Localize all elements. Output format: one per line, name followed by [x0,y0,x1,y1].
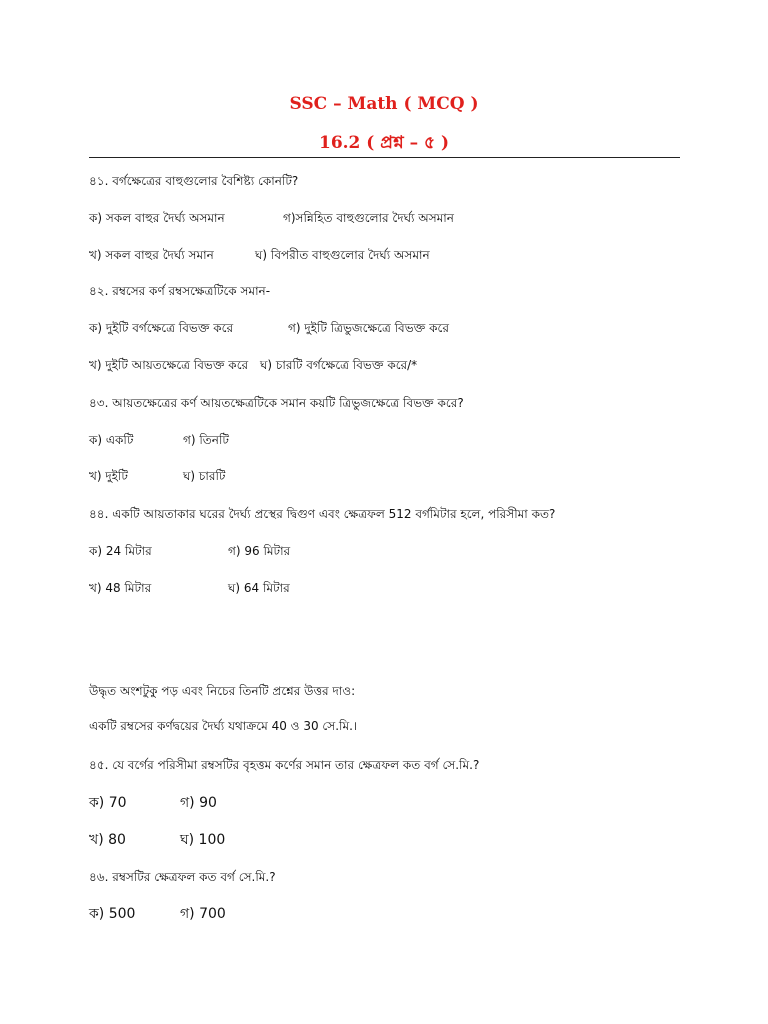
q42-option-b: খ) দুইটি আয়তক্ষেত্রে বিভক্ত করে [89,358,249,372]
question-42: ৪২. রম্বসের কর্ণ রম্বসক্ষেত্রটিকে সমান- [89,284,271,298]
q42-option-c: গ) দুইটি ত্রিভুজক্ষেত্রে বিভক্ত করে [288,321,449,335]
q43-option-c: গ) তিনটি [183,433,229,447]
document-subtitle: 16.2 ( প্রশ্ন – ৫ ) [318,133,449,153]
q44-option-d: ঘ) 64 মিটার [228,581,290,595]
passage-intro: উদ্ধৃত অংশটুকু পড় এবং নিচের তিনটি প্রশ্নের উত্তর দাও: [89,684,356,698]
q45-option-c: গ) 90 [180,795,217,811]
q45-option-b: খ) 80 [89,832,126,848]
question-43: ৪৩. আয়তক্ষেত্রের কর্ণ আয়তক্ষেত্রটিকে সমান কয়টি ত্রিভুজক্ষেত্রে বিভক্ত করে? [89,396,464,410]
q43-option-b: খ) দুইটি [89,469,128,483]
question-44: ৪৪. একটি আয়তাকার ঘরের দৈর্ঘ্য প্রস্থের দ্বিগুণ এবং ক্ষেত্রফল 512 বর্গমিটার হলে, পরিসীমা কত? [89,507,556,521]
q41-option-d: ঘ) বিপরীত বাহুগুলোর দৈর্ঘ্য অসমান [255,248,430,262]
q44-option-c: গ) 96 মিটার [228,544,291,558]
q43-option-a: ক) একটি [89,433,134,447]
q42-option-a: ক) দুইটি বর্গক্ষেত্রে বিভক্ত করে [89,321,234,335]
question-46: ৪৬. রম্বসটির ক্ষেত্রফল কত বর্গ সে.মি.? [89,870,276,884]
q42-option-d: ঘ) চারটি বর্গক্ষেত্রে বিভক্ত করে/* [260,358,418,372]
title-divider [89,157,680,158]
q46-option-a: ক) 500 [89,906,136,922]
q45-option-a: ক) 70 [89,795,127,811]
document-title: SSC – Math ( MCQ ) [289,94,479,114]
q41-option-b: খ) সকল বাহুর দৈর্ঘ্য সমান [89,248,214,262]
q43-option-d: ঘ) চারটি [183,469,226,483]
q46-option-c: গ) 700 [180,906,226,922]
q45-option-d: ঘ) 100 [180,832,226,848]
passage-text: একটি রম্বসের কর্ণদ্বয়ের দৈর্ঘ্য যথাক্রমে 40 ও 30 সে.মি.। [89,719,358,733]
q44-option-b: খ) 48 মিটার [89,581,152,595]
q44-option-a: ক) 24 মিটার [89,544,152,558]
question-45: ৪৫. যে বর্গের পরিসীমা রম্বসটির বৃহত্তম কর্ণের সমান তার ক্ষেত্রফল কত বর্গ সে.মি.? [89,758,480,772]
q41-option-c: গ)সন্নিহিত বাহুগুলোর দৈর্ঘ্য অসমান [283,211,454,225]
q41-option-a: ক) সকল বাহুর দৈর্ঘ্য অসমান [89,211,225,225]
question-41: ৪১. বর্গক্ষেত্রের বাহুগুলোর বৈশিষ্ট্য কোনটি? [89,174,299,188]
